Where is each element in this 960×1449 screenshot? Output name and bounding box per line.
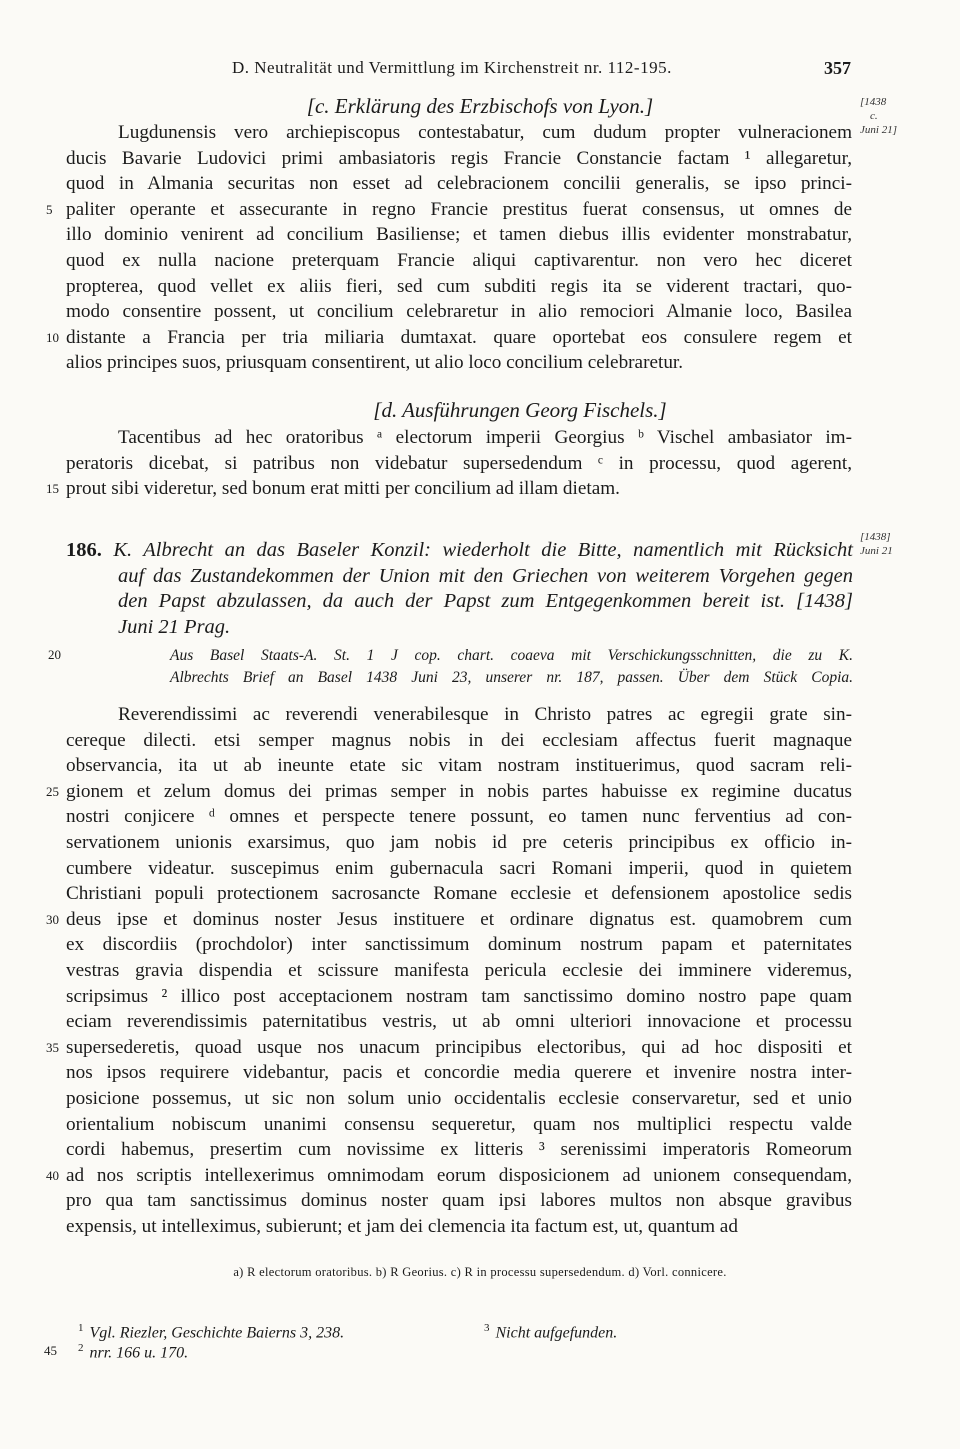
line-text: posicione possemus, ut sic non solum unio occidentalis ecclesie conservaretur, sed et unio xyxy=(66,1087,852,1109)
line-text: scripsimus ² illico post acceptacionem nostram tam sanctissimo domino nostro pape quam xyxy=(66,985,852,1007)
line-text: distante a Francia per tria miliaria dumtaxat. quare oportebat eos consulere regem et xyxy=(66,326,852,348)
line-number: 40 xyxy=(46,1167,59,1183)
text-line xyxy=(46,1035,852,1061)
text-line xyxy=(66,222,852,248)
text-line xyxy=(66,274,852,300)
page-number: 357 xyxy=(824,58,851,78)
footnote-marker: 3 xyxy=(484,1322,490,1334)
line-text: ex discordiis (prochdolor) inter sanctissimum dominum nostrum papam et paternitates xyxy=(66,934,852,956)
text-line xyxy=(66,856,852,882)
line-text: cumbere videatur. suscepimus enim gubernacula sacri Romani imperii, quod in quietem xyxy=(66,857,852,879)
footnote-text: Vgl. Riezler, Geschichte Baierns 3, 238. xyxy=(89,1324,345,1342)
regest-line: den Papst abzulassen, da auch der Papst zum Entgegenkommen bereit ist. [1438] xyxy=(118,590,853,613)
section-d-text xyxy=(46,425,852,502)
line-text: nos ipsos requirere videbantur, pacis et concordie media querere et invenire nostra inter- xyxy=(66,1062,852,1084)
text-line xyxy=(66,350,852,376)
text-line xyxy=(66,451,852,477)
text-line xyxy=(66,171,852,197)
text-line xyxy=(66,1060,852,1086)
text-line xyxy=(66,984,852,1010)
line-text: Reverendissimi ac reverendi venerabilesque in Christo patres ac egregii grate sin- xyxy=(118,704,852,725)
text-line xyxy=(66,830,852,856)
line-text: gionem et zelum domus dei primas semper in nobis partes habuisse ex regimine ducatus xyxy=(66,780,852,802)
section-c-heading: [c. Erklärung des Erzbischofs von Lyon.] xyxy=(306,94,654,118)
text-line xyxy=(46,325,852,351)
text-line xyxy=(46,907,852,933)
line-text: propterea, quod vellet ex aliis fieri, sed cum subditi regis ita se viderent tractari, quo- xyxy=(66,275,852,297)
line-text: Lugdunensis vero archiepiscopus contestabatur, cum dudum propter vulneracionem xyxy=(118,122,852,143)
line-number: 20 xyxy=(48,647,61,662)
text-line xyxy=(66,146,852,172)
footnote-1 xyxy=(78,1322,344,1342)
margin-note-line: Juni 21 xyxy=(860,545,893,557)
line-text: servationem unionis exarsimus, quo jam nobis id pre ceteris principibus ex officio in- xyxy=(66,831,852,853)
line-number: 30 xyxy=(46,911,59,927)
line-text: alios principes suos, priusquam consentirent, ut alio loco concilium celebraretur. xyxy=(66,352,684,374)
line-text: cordi habemus, presertim cum novissime ex litteris ³ serenissimi imperatoris Romeorum xyxy=(66,1139,852,1161)
text-line xyxy=(66,728,852,754)
letter-body xyxy=(46,702,852,1239)
line-text: nostri conjicere ᵈ omnes et perspecte tenere possunt, eo tamen nunc ferventius ad con- xyxy=(66,806,852,828)
footnote-text: Nicht aufgefunden. xyxy=(495,1324,618,1342)
line-text: orientalium nobiscum unanimi consensu sequeretur, quam nos multiplici respectu valde xyxy=(66,1113,852,1135)
footnote-3 xyxy=(484,1322,617,1342)
line-text: Tacentibus ad hec oratoribus ᵃ electorum imperii Georgius ᵇ Vischel ambasiator im- xyxy=(118,427,852,448)
line-text: cereque dilecti. etsi semper magnus nobis in dei ecclesiam affectus fuerit magnaque xyxy=(66,729,852,751)
text-line xyxy=(66,248,852,274)
line-number: 10 xyxy=(46,329,59,345)
text-line xyxy=(66,120,852,146)
footnote-2 xyxy=(78,1342,188,1362)
line-text: pro qua tam sanctissimus dominus noster quam ipsi labores multos non absque gravibus xyxy=(66,1190,852,1212)
text-line xyxy=(66,1086,852,1112)
text-line xyxy=(66,1009,852,1035)
text-line xyxy=(66,299,852,325)
footnote-marker: 2 xyxy=(78,1342,84,1354)
line-text: eciam reverendissimis paternitatibus vestris, ut ab omni ulteriori innovacione et processu xyxy=(66,1011,852,1033)
text-line xyxy=(66,425,852,451)
text-line xyxy=(66,1214,852,1240)
line-text: modo consentire possent, ut concilium celebraretur in alio remociori Almanie loco, Basilea xyxy=(66,301,852,323)
text-line xyxy=(66,1112,852,1138)
line-number: 5 xyxy=(46,201,53,217)
text-line xyxy=(66,1188,852,1214)
line-text: expensis, ut intelleximus, subierunt; et jam dei clemencia ita factum est, ut, quantum ad xyxy=(66,1215,738,1237)
section-c-text xyxy=(46,120,852,376)
line-text: ad nos scriptis intellexerimus omnimodam eorum disposicionem ad unionem consequendam, xyxy=(66,1164,852,1186)
text-line xyxy=(66,958,852,984)
margin-note-line: c. xyxy=(870,110,878,122)
text-line xyxy=(46,1163,852,1189)
line-number: 15 xyxy=(46,481,59,497)
line-text: observancia, ita ut ab ineunte etate sic vitam nostram instituerimus, quod sacram reli- xyxy=(66,755,852,777)
line-text: deus ipse et dominus noster Jesus instituere et ordinare dignatus est. quamobrem cum xyxy=(66,908,852,930)
text-line xyxy=(66,1137,852,1163)
line-text: supersederetis, quoad usque nos unacum principibus electoribus, qui ad hoc dispositi et xyxy=(66,1036,852,1058)
line-text: illo dominio venirent ad concilium Basiliense; et tamen diebus illis evidenter monstrabatur, xyxy=(66,224,852,246)
text-line xyxy=(66,702,852,728)
source-note xyxy=(170,645,853,689)
document-number: 186. xyxy=(66,539,102,561)
margin-note-line: [1438 xyxy=(860,96,887,108)
margin-note-line: Juni 21] xyxy=(860,124,897,136)
text-line xyxy=(46,197,852,223)
text-line xyxy=(66,932,852,958)
regest-line: auf das Zustandekommen der Union mit den Griechen von weiterem Vorgehen gegen xyxy=(118,564,853,587)
line-text: paliter operante et assecurante in regno Francie prestitus fuerat consensus, ut omnes de xyxy=(66,198,852,220)
line-number: 35 xyxy=(46,1039,59,1055)
source-line: Aus Basel Staats-A. St. 1 J cop. chart. coaeva mit Verschickungsschnitten, die zu K. xyxy=(170,647,853,664)
footnote-marker: 1 xyxy=(78,1322,84,1334)
section-c-margin-note xyxy=(860,95,897,137)
text-line xyxy=(66,881,852,907)
variant-apparatus: a) R electorum oratoribus. b) R Georius. c) R in processu supersedendum. d) Vorl. connicere. xyxy=(233,1265,727,1279)
line-text: peratoris dicebat, si patribus non videbatur supersedendum ᶜ in processu, quod agerent, xyxy=(66,452,852,474)
header-title: D. Neutralität und Vermittlung im Kirchenstreit nr. 112-195. xyxy=(232,58,672,77)
margin-note-line: [1438] xyxy=(860,531,891,543)
line-number: 45 xyxy=(44,1343,57,1358)
running-header xyxy=(0,58,960,84)
line-text: quod ex nulla nacione preterquam Francie aliqui captivarentur. non vero hec diceret xyxy=(66,249,852,271)
regest-line xyxy=(66,538,854,564)
source-line: Albrechts Brief an Basel 1438 Juni 23, unserer nr. 187, passen. Über dem Stück Copia. xyxy=(170,669,853,686)
doc-186-margin-note xyxy=(860,530,893,558)
line-text: ducis Bavarie Ludovici primi ambasiatoris regis Francie Constancie factam ¹ allegaretur, xyxy=(66,147,852,169)
section-d-heading: [d. Ausführungen Georg Fischels.] xyxy=(373,398,667,422)
line-text: quod in Almania securitas non esset ad celebracionem concilii generalis, se ipso princi- xyxy=(66,173,852,195)
text-line xyxy=(46,476,852,502)
regest-line: Juni 21 Prag. xyxy=(118,615,231,638)
footnote-text: nrr. 166 u. 170. xyxy=(89,1344,189,1362)
line-number: 25 xyxy=(46,783,59,799)
line-text: vestras gravia dispendia et scissure manifesta pericula ecclesie dei imminere videremus, xyxy=(66,959,852,981)
text-line xyxy=(66,753,852,779)
text-line xyxy=(66,804,852,830)
line-text: Christiani populi protectionem sacrosancte Romane ecclesie et defensionem apostolice sedis xyxy=(66,883,852,905)
regest-text: K. Albrecht an das Baseler Konzil: wiederholt die Bitte, namentlich mit Rücksicht xyxy=(113,539,854,561)
line-text: prout sibi videretur, sed bonum erat mitti per concilium ad illam dietam. xyxy=(66,478,620,500)
text-line xyxy=(46,779,852,805)
regest xyxy=(66,538,854,640)
